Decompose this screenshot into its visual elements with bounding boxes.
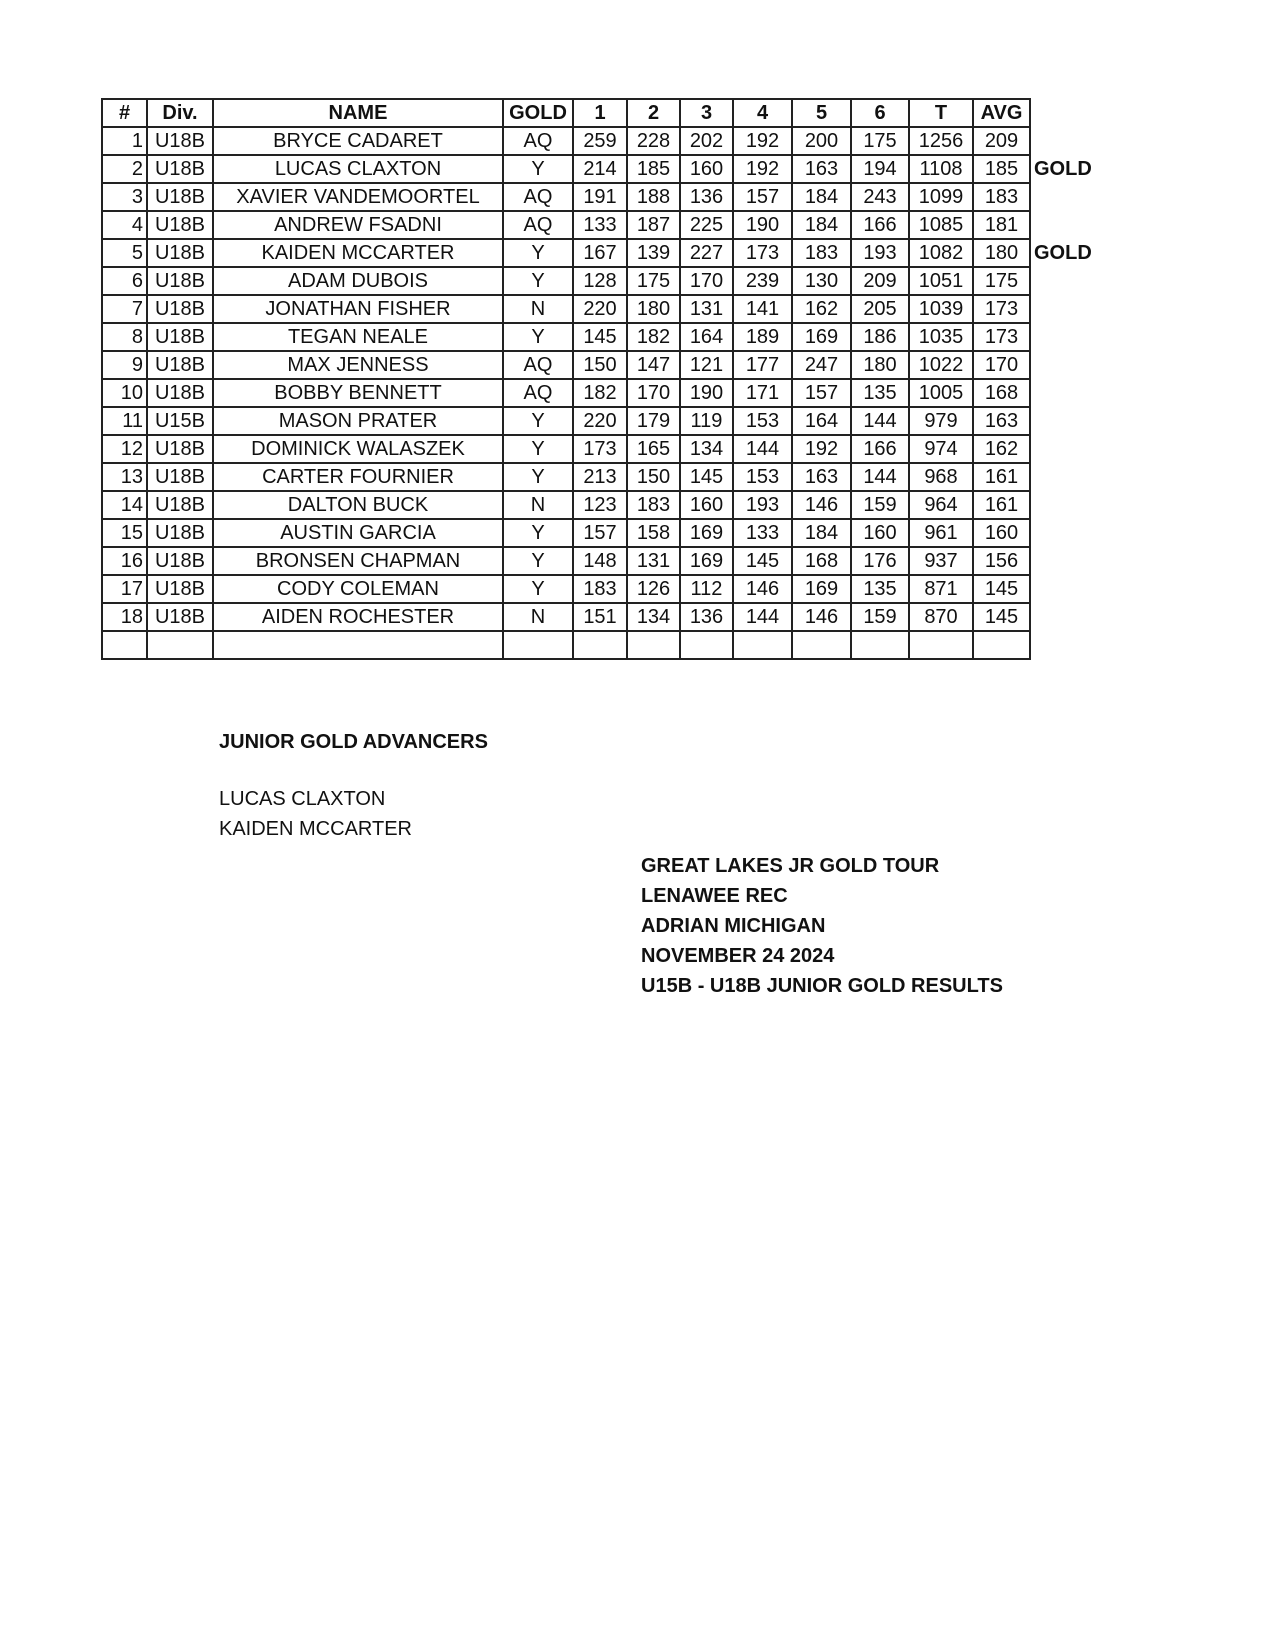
game-1-cell: 182 xyxy=(573,379,627,407)
table-row xyxy=(102,295,1100,323)
game-3-cell: 160 xyxy=(680,155,733,183)
average-cell: 170 xyxy=(973,351,1030,379)
division-cell: U18B xyxy=(147,267,213,295)
game-2-cell: 150 xyxy=(627,463,680,491)
average-cell: 160 xyxy=(973,519,1030,547)
game-3-cell: 136 xyxy=(680,183,733,211)
event-date: NOVEMBER 24 2024 xyxy=(641,945,835,967)
gold-status-cell: N xyxy=(503,295,573,323)
game-5-cell: 169 xyxy=(792,575,851,603)
game-4-cell: 239 xyxy=(733,267,792,295)
game-2-cell: 175 xyxy=(627,267,680,295)
results-table xyxy=(101,98,1101,660)
game-3-cell: 134 xyxy=(680,435,733,463)
col-header-game-2: 2 xyxy=(627,99,680,127)
empty-cell xyxy=(147,631,213,659)
game-2-cell: 126 xyxy=(627,575,680,603)
game-3-cell: 121 xyxy=(680,351,733,379)
total-cell: 964 xyxy=(909,491,973,519)
gold-flag: GOLD xyxy=(1034,241,1092,264)
col-header-average: AVG xyxy=(973,99,1030,127)
rank-cell: 5 xyxy=(102,239,147,267)
rank-cell: 2 xyxy=(102,155,147,183)
name-cell: TEGAN NEALE xyxy=(213,323,503,351)
game-5-cell: 200 xyxy=(792,127,851,155)
game-3-cell: 170 xyxy=(680,267,733,295)
game-4-cell: 133 xyxy=(733,519,792,547)
gold-status-cell: Y xyxy=(503,407,573,435)
table-row xyxy=(102,351,1100,379)
game-2-cell: 170 xyxy=(627,379,680,407)
division-cell: U18B xyxy=(147,183,213,211)
game-6-cell: 159 xyxy=(851,603,909,631)
game-6-cell: 166 xyxy=(851,435,909,463)
game-3-cell: 202 xyxy=(680,127,733,155)
game-6-cell: 194 xyxy=(851,155,909,183)
gold-status-cell: AQ xyxy=(503,379,573,407)
empty-cell xyxy=(573,631,627,659)
game-1-cell: 167 xyxy=(573,239,627,267)
table-row xyxy=(102,491,1100,519)
game-1-cell: 133 xyxy=(573,211,627,239)
average-cell: 209 xyxy=(973,127,1030,155)
game-5-cell: 146 xyxy=(792,491,851,519)
game-1-cell: 128 xyxy=(573,267,627,295)
gold-flag: GOLD xyxy=(1034,157,1092,180)
game-6-cell: 193 xyxy=(851,239,909,267)
total-cell: 1108 xyxy=(909,155,973,183)
gold-flag xyxy=(1030,127,1100,155)
game-3-cell: 145 xyxy=(680,463,733,491)
game-3-cell: 112 xyxy=(680,575,733,603)
name-cell: KAIDEN MCCARTER xyxy=(213,239,503,267)
game-3-cell: 169 xyxy=(680,519,733,547)
game-5-cell: 163 xyxy=(792,463,851,491)
game-2-cell: 165 xyxy=(627,435,680,463)
rank-cell: 4 xyxy=(102,211,147,239)
gold-status-cell: Y xyxy=(503,547,573,575)
table-row xyxy=(102,323,1100,351)
empty-cell xyxy=(680,631,733,659)
name-cell: ANDREW FSADNI xyxy=(213,211,503,239)
game-4-cell: 146 xyxy=(733,575,792,603)
game-4-cell: 193 xyxy=(733,491,792,519)
col-header-game-3: 3 xyxy=(680,99,733,127)
average-cell: 185 xyxy=(973,155,1030,183)
game-2-cell: 185 xyxy=(627,155,680,183)
total-cell: 1082 xyxy=(909,239,973,267)
total-cell: 1005 xyxy=(909,379,973,407)
col-header-gold: GOLD xyxy=(503,99,573,127)
event-results-title: U15B - U18B JUNIOR GOLD RESULTS xyxy=(641,975,1003,997)
rank-cell: 7 xyxy=(102,295,147,323)
rank-cell: 1 xyxy=(102,127,147,155)
gold-status-cell: Y xyxy=(503,239,573,267)
game-6-cell: 205 xyxy=(851,295,909,323)
game-1-cell: 145 xyxy=(573,323,627,351)
rank-cell: 8 xyxy=(102,323,147,351)
division-cell: U18B xyxy=(147,435,213,463)
average-cell: 180 xyxy=(973,239,1030,267)
table-row xyxy=(102,603,1100,631)
average-cell: 145 xyxy=(973,603,1030,631)
name-cell: BRONSEN CHAPMAN xyxy=(213,547,503,575)
average-cell: 156 xyxy=(973,547,1030,575)
name-cell: AIDEN ROCHESTER xyxy=(213,603,503,631)
game-2-cell: 139 xyxy=(627,239,680,267)
rank-cell: 14 xyxy=(102,491,147,519)
table-row xyxy=(102,183,1100,211)
game-5-cell: 162 xyxy=(792,295,851,323)
name-cell: BOBBY BENNETT xyxy=(213,379,503,407)
col-header-name: NAME xyxy=(213,99,503,127)
game-2-cell: 158 xyxy=(627,519,680,547)
total-cell: 1022 xyxy=(909,351,973,379)
gold-status-cell: Y xyxy=(503,155,573,183)
game-1-cell: 220 xyxy=(573,295,627,323)
total-cell: 937 xyxy=(909,547,973,575)
division-cell: U18B xyxy=(147,351,213,379)
game-6-cell: 176 xyxy=(851,547,909,575)
rank-cell: 10 xyxy=(102,379,147,407)
gold-status-cell: Y xyxy=(503,323,573,351)
game-1-cell: 259 xyxy=(573,127,627,155)
gold-flag xyxy=(1030,295,1100,323)
col-header-game-6: 6 xyxy=(851,99,909,127)
game-1-cell: 173 xyxy=(573,435,627,463)
game-6-cell: 243 xyxy=(851,183,909,211)
gold-status-cell: AQ xyxy=(503,183,573,211)
game-3-cell: 136 xyxy=(680,603,733,631)
empty-cell xyxy=(792,631,851,659)
name-cell: CODY COLEMAN xyxy=(213,575,503,603)
table-row xyxy=(102,407,1100,435)
division-cell: U18B xyxy=(147,239,213,267)
division-cell: U18B xyxy=(147,463,213,491)
game-2-cell: 147 xyxy=(627,351,680,379)
game-6-cell: 135 xyxy=(851,575,909,603)
name-cell: LUCAS CLAXTON xyxy=(213,155,503,183)
gold-flag xyxy=(1030,351,1100,379)
total-cell: 961 xyxy=(909,519,973,547)
rank-cell: 13 xyxy=(102,463,147,491)
advancers-section xyxy=(219,731,488,844)
empty-cell xyxy=(213,631,503,659)
empty-cell xyxy=(102,631,147,659)
average-cell: 145 xyxy=(973,575,1030,603)
gold-flag xyxy=(1030,183,1100,211)
gold-status-cell: Y xyxy=(503,519,573,547)
game-6-cell: 186 xyxy=(851,323,909,351)
event-info xyxy=(641,851,1003,1001)
game-1-cell: 148 xyxy=(573,547,627,575)
game-4-cell: 153 xyxy=(733,463,792,491)
col-header-game-5: 5 xyxy=(792,99,851,127)
col-header-rank: # xyxy=(102,99,147,127)
game-2-cell: 131 xyxy=(627,547,680,575)
game-1-cell: 220 xyxy=(573,407,627,435)
division-cell: U18B xyxy=(147,491,213,519)
gold-flag xyxy=(1030,575,1100,603)
average-cell: 161 xyxy=(973,463,1030,491)
gold-status-cell: N xyxy=(503,491,573,519)
division-cell: U18B xyxy=(147,127,213,155)
name-cell: CARTER FOURNIER xyxy=(213,463,503,491)
average-cell: 181 xyxy=(973,211,1030,239)
game-5-cell: 130 xyxy=(792,267,851,295)
advancer-name: KAIDEN MCCARTER xyxy=(219,818,412,840)
col-header-total: T xyxy=(909,99,973,127)
table-row xyxy=(102,155,1100,183)
game-2-cell: 180 xyxy=(627,295,680,323)
game-3-cell: 164 xyxy=(680,323,733,351)
game-4-cell: 153 xyxy=(733,407,792,435)
game-5-cell: 164 xyxy=(792,407,851,435)
gold-flag xyxy=(1030,323,1100,351)
game-3-cell: 190 xyxy=(680,379,733,407)
game-1-cell: 183 xyxy=(573,575,627,603)
name-cell: DOMINICK WALASZEK xyxy=(213,435,503,463)
game-1-cell: 150 xyxy=(573,351,627,379)
game-5-cell: 183 xyxy=(792,239,851,267)
game-5-cell: 184 xyxy=(792,183,851,211)
game-4-cell: 190 xyxy=(733,211,792,239)
division-cell: U18B xyxy=(147,575,213,603)
game-1-cell: 123 xyxy=(573,491,627,519)
game-4-cell: 144 xyxy=(733,603,792,631)
game-1-cell: 213 xyxy=(573,463,627,491)
total-cell: 1085 xyxy=(909,211,973,239)
game-4-cell: 145 xyxy=(733,547,792,575)
total-cell: 1256 xyxy=(909,127,973,155)
event-location: ADRIAN MICHIGAN xyxy=(641,915,826,937)
table-row xyxy=(102,379,1100,407)
game-2-cell: 183 xyxy=(627,491,680,519)
game-6-cell: 180 xyxy=(851,351,909,379)
game-6-cell: 144 xyxy=(851,463,909,491)
game-3-cell: 169 xyxy=(680,547,733,575)
game-2-cell: 179 xyxy=(627,407,680,435)
average-cell: 163 xyxy=(973,407,1030,435)
gold-status-cell: Y xyxy=(503,575,573,603)
col-header-division: Div. xyxy=(147,99,213,127)
game-5-cell: 184 xyxy=(792,211,851,239)
game-6-cell: 166 xyxy=(851,211,909,239)
game-6-cell: 209 xyxy=(851,267,909,295)
empty-flag-cell xyxy=(1030,631,1100,659)
table-row xyxy=(102,463,1100,491)
game-3-cell: 225 xyxy=(680,211,733,239)
total-cell: 871 xyxy=(909,575,973,603)
event-venue: LENAWEE REC xyxy=(641,885,788,907)
col-header-game-1: 1 xyxy=(573,99,627,127)
game-3-cell: 119 xyxy=(680,407,733,435)
game-2-cell: 187 xyxy=(627,211,680,239)
total-cell: 979 xyxy=(909,407,973,435)
name-cell: BRYCE CADARET xyxy=(213,127,503,155)
gold-flag xyxy=(1030,211,1100,239)
gold-status-cell: Y xyxy=(503,435,573,463)
division-cell: U18B xyxy=(147,211,213,239)
empty-cell xyxy=(733,631,792,659)
empty-cell xyxy=(973,631,1030,659)
game-2-cell: 188 xyxy=(627,183,680,211)
total-cell: 974 xyxy=(909,435,973,463)
header-row xyxy=(102,99,1100,127)
game-5-cell: 157 xyxy=(792,379,851,407)
empty-cell xyxy=(851,631,909,659)
empty-table-row xyxy=(102,631,1100,659)
gold-flag xyxy=(1030,435,1100,463)
name-cell: JONATHAN FISHER xyxy=(213,295,503,323)
average-cell: 168 xyxy=(973,379,1030,407)
game-1-cell: 214 xyxy=(573,155,627,183)
gold-flag xyxy=(1030,407,1100,435)
game-6-cell: 160 xyxy=(851,519,909,547)
total-cell: 870 xyxy=(909,603,973,631)
division-cell: U18B xyxy=(147,155,213,183)
total-cell: 1099 xyxy=(909,183,973,211)
game-4-cell: 141 xyxy=(733,295,792,323)
game-3-cell: 131 xyxy=(680,295,733,323)
table-row xyxy=(102,211,1100,239)
total-cell: 1035 xyxy=(909,323,973,351)
name-cell: XAVIER VANDEMOORTEL xyxy=(213,183,503,211)
game-5-cell: 169 xyxy=(792,323,851,351)
game-3-cell: 227 xyxy=(680,239,733,267)
table-row xyxy=(102,547,1100,575)
rank-cell: 3 xyxy=(102,183,147,211)
rank-cell: 11 xyxy=(102,407,147,435)
average-cell: 183 xyxy=(973,183,1030,211)
table-row xyxy=(102,519,1100,547)
rank-cell: 17 xyxy=(102,575,147,603)
empty-cell xyxy=(627,631,680,659)
division-cell: U18B xyxy=(147,295,213,323)
game-6-cell: 135 xyxy=(851,379,909,407)
game-4-cell: 173 xyxy=(733,239,792,267)
game-4-cell: 171 xyxy=(733,379,792,407)
game-6-cell: 175 xyxy=(851,127,909,155)
name-cell: ADAM DUBOIS xyxy=(213,267,503,295)
rank-cell: 12 xyxy=(102,435,147,463)
division-cell: U15B xyxy=(147,407,213,435)
gold-flag xyxy=(1030,491,1100,519)
gold-flag xyxy=(1030,267,1100,295)
gold-flag xyxy=(1030,463,1100,491)
empty-cell xyxy=(503,631,573,659)
division-cell: U18B xyxy=(147,603,213,631)
division-cell: U18B xyxy=(147,323,213,351)
rank-cell: 16 xyxy=(102,547,147,575)
rank-cell: 9 xyxy=(102,351,147,379)
table-row xyxy=(102,435,1100,463)
table-row xyxy=(102,575,1100,603)
game-1-cell: 151 xyxy=(573,603,627,631)
event-tour-name: GREAT LAKES JR GOLD TOUR xyxy=(641,855,940,877)
flag-column-spacer xyxy=(1030,99,1100,127)
game-4-cell: 189 xyxy=(733,323,792,351)
game-1-cell: 157 xyxy=(573,519,627,547)
col-header-game-4: 4 xyxy=(733,99,792,127)
average-cell: 161 xyxy=(973,491,1030,519)
rank-cell: 18 xyxy=(102,603,147,631)
division-cell: U18B xyxy=(147,547,213,575)
game-4-cell: 192 xyxy=(733,127,792,155)
gold-status-cell: AQ xyxy=(503,211,573,239)
gold-status-cell: Y xyxy=(503,267,573,295)
average-cell: 173 xyxy=(973,323,1030,351)
table-row xyxy=(102,239,1100,267)
gold-status-cell: Y xyxy=(503,463,573,491)
game-2-cell: 134 xyxy=(627,603,680,631)
game-5-cell: 168 xyxy=(792,547,851,575)
advancer-name: LUCAS CLAXTON xyxy=(219,788,386,810)
results-body xyxy=(102,127,1100,659)
gold-flag xyxy=(1030,379,1100,407)
name-cell: MASON PRATER xyxy=(213,407,503,435)
game-4-cell: 157 xyxy=(733,183,792,211)
name-cell: DALTON BUCK xyxy=(213,491,503,519)
average-cell: 173 xyxy=(973,295,1030,323)
gold-status-cell: AQ xyxy=(503,351,573,379)
gold-flag xyxy=(1030,519,1100,547)
total-cell: 1039 xyxy=(909,295,973,323)
table-row xyxy=(102,127,1100,155)
table-row xyxy=(102,267,1100,295)
gold-status-cell: N xyxy=(503,603,573,631)
game-5-cell: 184 xyxy=(792,519,851,547)
rank-cell: 15 xyxy=(102,519,147,547)
average-cell: 162 xyxy=(973,435,1030,463)
average-cell: 175 xyxy=(973,267,1030,295)
advancers-heading: JUNIOR GOLD ADVANCERS xyxy=(219,731,488,753)
game-5-cell: 163 xyxy=(792,155,851,183)
game-5-cell: 146 xyxy=(792,603,851,631)
division-cell: U18B xyxy=(147,379,213,407)
rank-cell: 6 xyxy=(102,267,147,295)
game-2-cell: 228 xyxy=(627,127,680,155)
game-1-cell: 191 xyxy=(573,183,627,211)
game-5-cell: 192 xyxy=(792,435,851,463)
empty-cell xyxy=(909,631,973,659)
gold-status-cell: AQ xyxy=(503,127,573,155)
game-6-cell: 159 xyxy=(851,491,909,519)
game-4-cell: 192 xyxy=(733,155,792,183)
game-6-cell: 144 xyxy=(851,407,909,435)
game-2-cell: 182 xyxy=(627,323,680,351)
name-cell: AUSTIN GARCIA xyxy=(213,519,503,547)
game-4-cell: 144 xyxy=(733,435,792,463)
name-cell: MAX JENNESS xyxy=(213,351,503,379)
game-3-cell: 160 xyxy=(680,491,733,519)
gold-flag xyxy=(1030,603,1100,631)
game-5-cell: 247 xyxy=(792,351,851,379)
game-4-cell: 177 xyxy=(733,351,792,379)
gold-flag xyxy=(1030,547,1100,575)
division-cell: U18B xyxy=(147,519,213,547)
total-cell: 1051 xyxy=(909,267,973,295)
total-cell: 968 xyxy=(909,463,973,491)
